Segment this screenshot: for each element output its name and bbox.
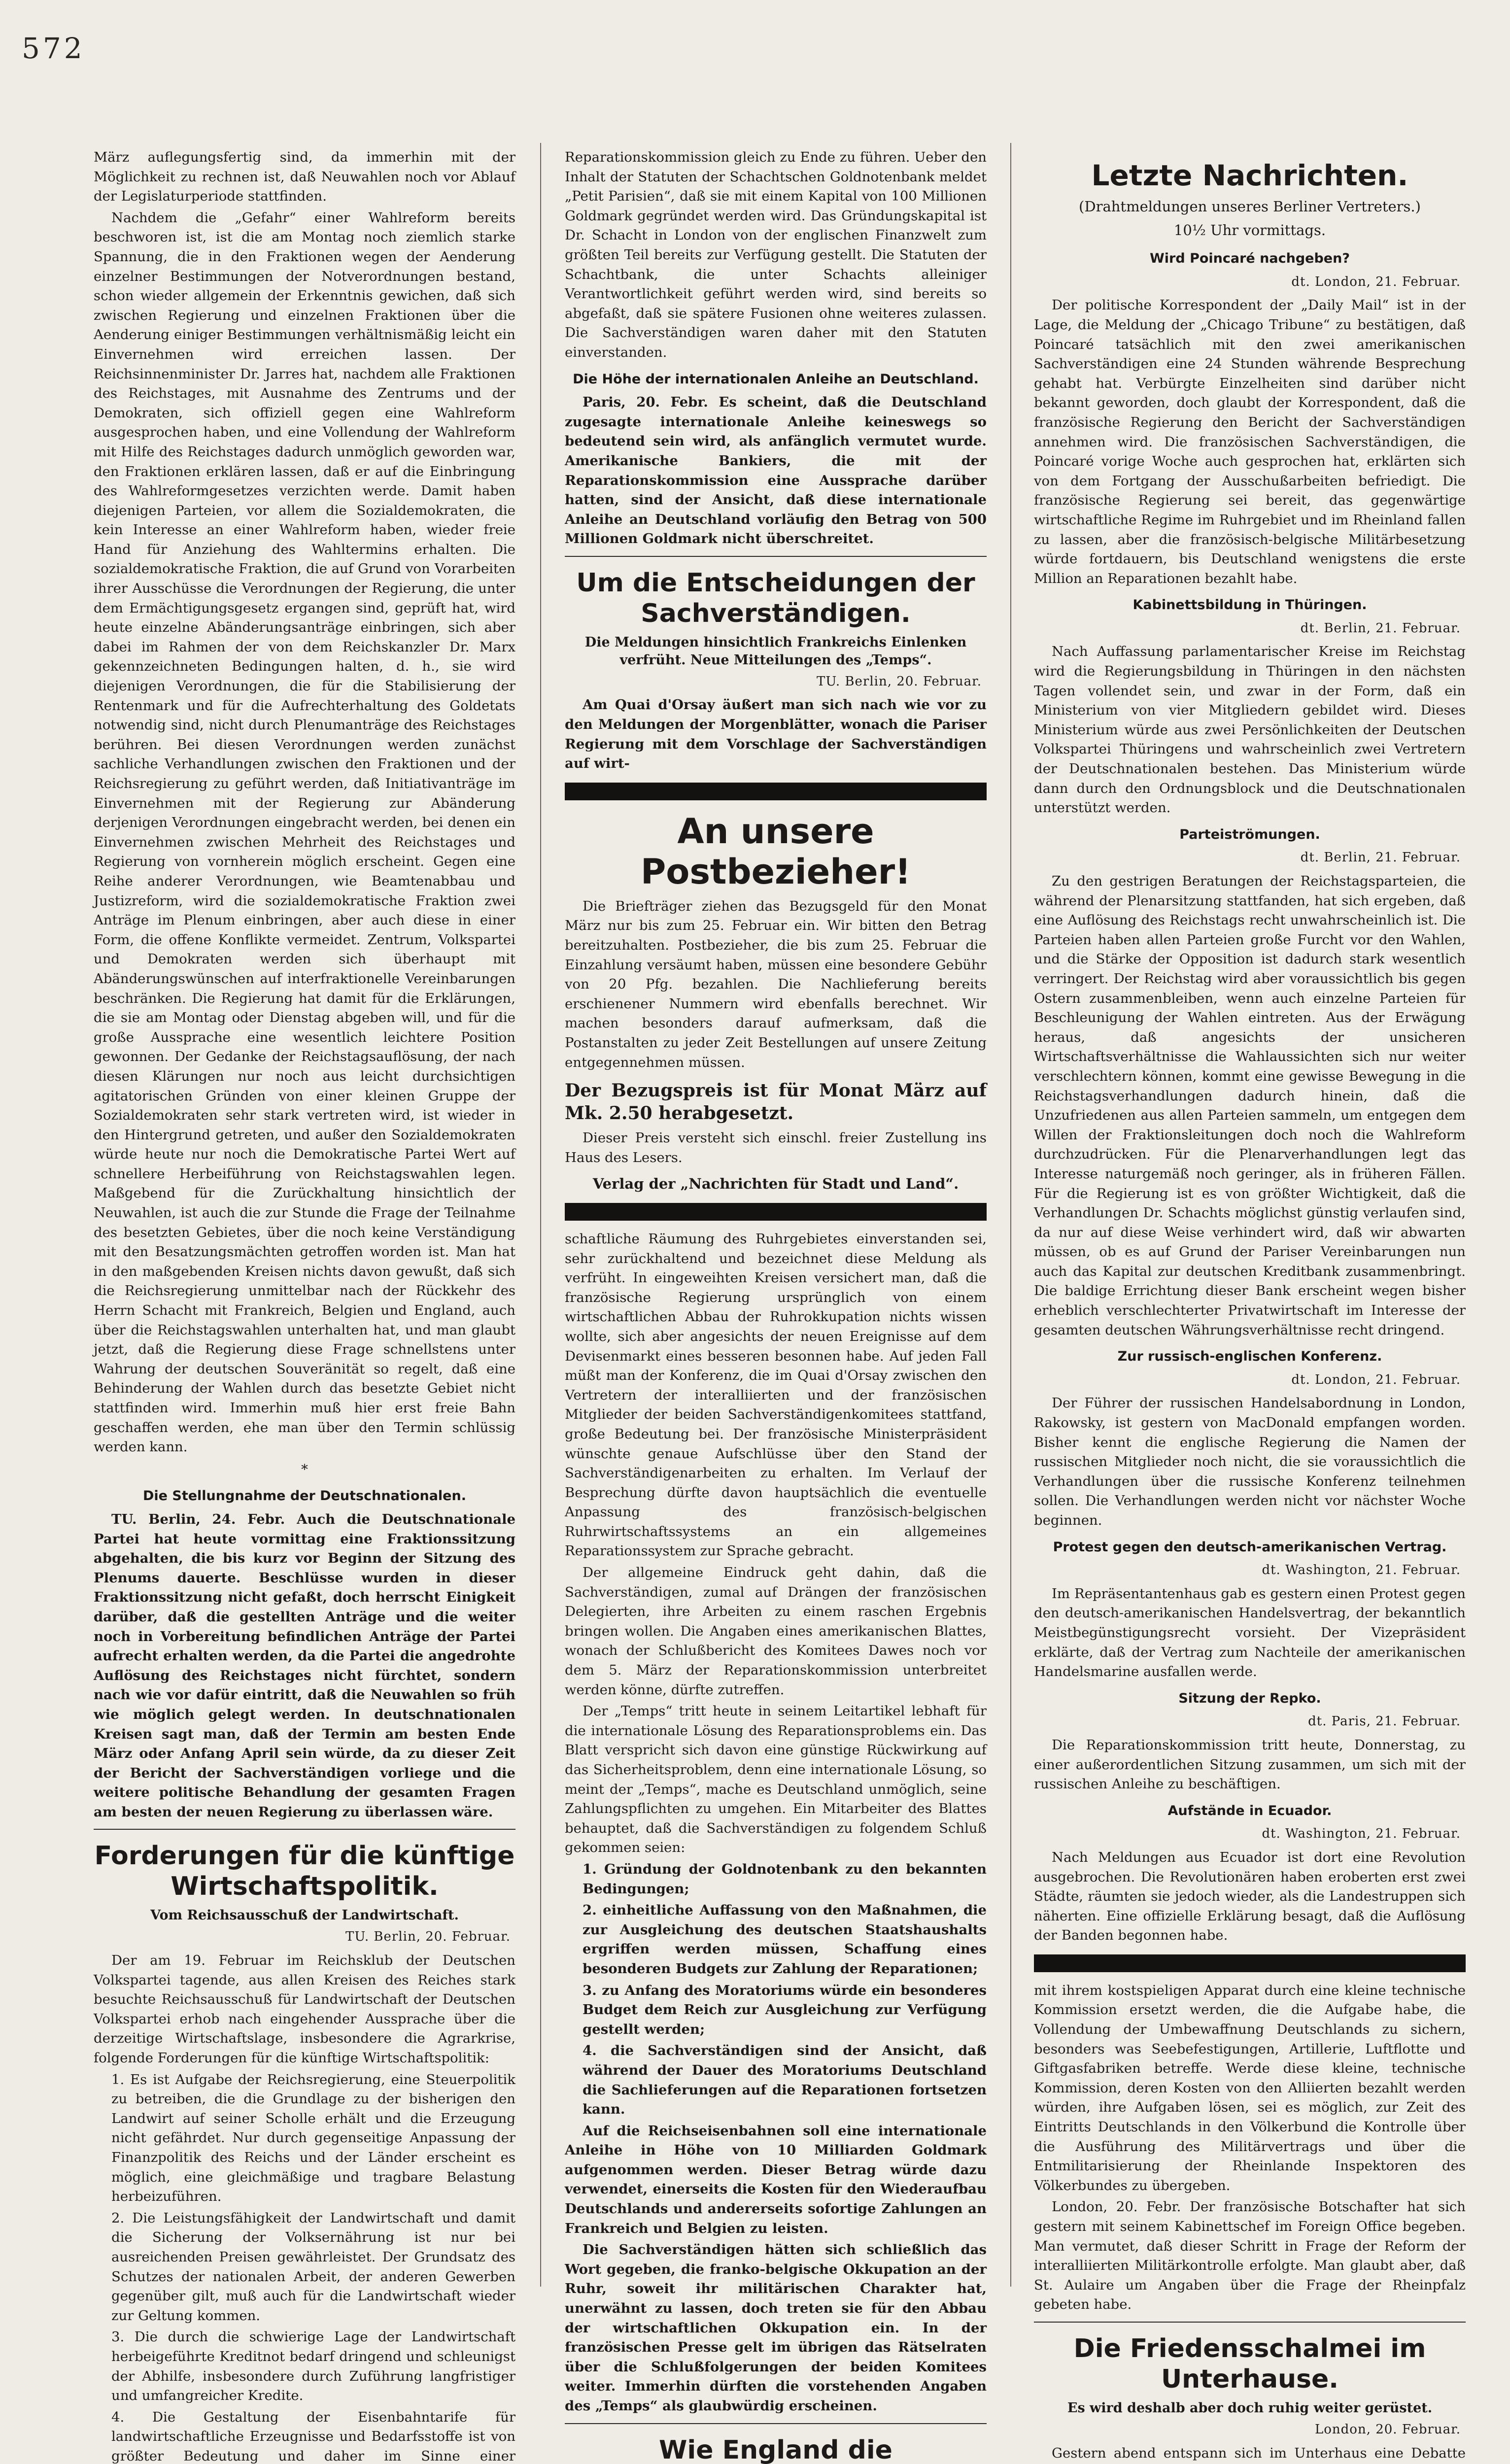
notice-paragraph: Die Briefträger ziehen das Bezugsgeld für den Monat März nur bis zum 25. Februar ein. Wir bitten den Betrag bereitzuhalten. Postbezieher, die bis zum 25. Februar die Einzahlung versäumt haben, müssen eine besondere Gebühr von 20 Pfg. bezahlen. Die Nachlieferung bereits erschienener Nummern wird ebenfalls berechnet. Wir machen besonders darauf aufmerksam, daß die Postanstalten zu jeder Zeit Bestellungen auf unsere Zeitung entgegennehmen müssen. <box>565 898 987 1070</box>
news-item-heading: Aufstände in Ecuador. <box>1167 1803 1332 1818</box>
list-item: 4. die Sachverständigen sind der Ansicht, daß während der Dauer des Moratoriums Deutschland die Sachlieferungen auf die Reparationen fortsetzen kann. <box>583 2043 987 2118</box>
column-rule <box>540 143 541 2287</box>
article-subheading: Es wird deshalb aber doch ruhig weiter gerüstet. <box>1067 2400 1433 2416</box>
dateline: dt. Berlin, 21. Februar. <box>1300 850 1461 865</box>
article-headline: Um die Entscheidungen der Sachverständigen. <box>576 568 975 628</box>
list-item: 3. Die durch die schwierige Lage der Landwirtschaft herbeigeführte Kreditnot bedarf dringend und schleunigst der Abhilfe, insbesondere durch Zuführung langfristiger und umfangreicher Kredite. <box>111 2329 515 2404</box>
page-number: 572 <box>22 32 85 65</box>
divider <box>565 2423 987 2424</box>
section-tagline: 10½ Uhr vormittags. <box>1173 221 1326 239</box>
article-paragraph: Die Sachverständigen hätten sich schließlich das Wort gegeben, die franko-belgische Okkupation an der Ruhr, soweit ihr militärischen Charakter hat, unerwähnt zu lassen, doch treten sie für den Abbau der wirtschaftlichen Okkupation ein. In der französischen Presse gelt im übrigen das Rätselraten über die Schlußfolgerungen der beiden Komitees weiter. Immerhin dürften die vorstehenden Angaben des „Temps“ als glaubwürdig erscheinen. <box>565 2242 987 2414</box>
section-headline: Letzte Nachrichten. <box>1091 159 1408 192</box>
demands-list <box>94 2070 515 2464</box>
article-paragraph: schaftliche Räumung des Ruhrgebietes einverstanden sei, sehr zurückhaltend und bezeichnet diese Meldung als verfrüht. In eingeweihten Kreisen versichert man, daß die französische Regierung ursprünglich von einem wirtschaftlichen Abbau der Ruhrokkupation nichts wissen wollte, sich aber angesichts der neuen Ereignisse auf dem Devisenmarkt eines besseren besonnen habe. Auf jeden Fall müßt man der Konferenz, die im Quai d'Orsay zwischen den Vertretern der interalliierten und der französischen Mitglieder der beiden Sachverständigenkomitees stattfand, große Bedeutung bei. Der französische Ministerpräsident wünschte genaue Aufschlüsse über den Stand der Sachverständigenarbeiten zu erhalten. Im Verlauf der Besprechung dürfte davon hauptsächlich die eventuelle Anpassung des französisch-belgischen Ruhrwirtschaftssystems an ein allgemeines Reparationssystem zur Sprache gebracht. <box>565 1231 987 1559</box>
black-bar <box>565 1203 987 1221</box>
list-item: 4. Die Gestaltung der Eisenbahntarife für landwirtschaftliche Erzeugnisse und Bedarfsstoffe ist von größter Bedeutung und daher im Sinne einer <box>111 2409 515 2464</box>
divider <box>1034 2322 1466 2323</box>
article-paragraph: Gestern abend entspann sich im Unterhaus eine Debatte <box>1052 2445 1466 2461</box>
news-item-heading: Wird Poincaré nachgeben? <box>1150 251 1350 267</box>
news-item-text: Nach Auffassung parlamentarischer Kreise im Reichstag wird die Regierungsbildung in Thüringen in den nächsten Tagen vollendet sein, und zwar in der Form, daß ein Ministerium von vier Mitgliedern gebildet wird. Dieses Ministerium würde aus zwei Persönlichkeiten der Deutschen Volkspartei Thüringens und wahrscheinlich zwei Vertretern der Deutschnationalen bestehen. Das Ministerium würde dann durch den Ordnungsblock und die Deutschnationalen unterstützt werden. <box>1034 644 1466 816</box>
price-notice: Der Bezugspreis ist für Monat März auf Mk. 2.50 herabgesetzt. <box>565 1080 987 1124</box>
section-subheading: Die Stellungnahme der Deutschnationalen. <box>143 1488 466 1504</box>
notice-headline: An unsere Postbezieher! <box>640 811 911 892</box>
article-paragraph: mit ihrem kostspieligen Apparat durch eine kleine technische Kommission ersetzt werden, die die Aufgabe habe, die Vollendung der Umbewaffnung Deutschlands zu sichern, besonders was Seebefestigungen, Artillerie, Luftflotte und Giftgasfabriken betreffe. Werde diese kleine, technische Kommission, deren Kosten von den Alliierten bezahlt werden würden, ihre Aufgaben lösen, sei es möglich, zur Zeit des Eintritts Deutschlands in den Völkerbund die Kontrolle über die Ausführung des Militärvertrags und über die Entmilitarisierung der Rheinlande Inspektoren des Völkerbundes zu übergeben. <box>1034 1982 1466 2193</box>
news-item-text: Der Führer der russischen Handelsabordnung in London, Rakowsky, ist gestern von MacDonald empfangen worden. Bisher kennt die englische Regierung die Namen der russischen Mitglieder noch nicht, die sie voraussichtlich die Verhandlungen über die russische Konferenz teilnehmen sollen. Die Verhandlungen werden nicht vor nächster Woche beginnen. <box>1034 1395 1466 1528</box>
news-item-heading: Zur russisch-englischen Konferenz. <box>1117 1349 1382 1365</box>
notice-paragraph: Dieser Preis versteht sich einschl. freier Zustellung ins Haus des Lesers. <box>565 1130 987 1165</box>
dateline: dt. Paris, 21. Februar. <box>1308 1714 1461 1729</box>
article-paragraph: Der am 19. Februar im Reichsklub der Deutschen Volkspartei tagende, aus allen Kreisen des Reiches stark besuchte Reichsausschuß für Landwirtschaft der Deutschen Volkspartei erhob nach eingehender Aussprache über die derzeitige Wirtschaftslage, insbesondere die Agrarkrise, folgende Forderungen für die künftige Wirtschaftspolitik: <box>94 1952 515 2066</box>
dateline: dt. London, 21. Februar. <box>1291 1372 1461 1387</box>
article-headline: Wie England die <box>659 2435 892 2464</box>
list-item: 2. einheitliche Auffassung von den Maßnahmen, die zur Ausgleichung des deutschen Staatshaushalts ergriffen werden müssen, Schaffung eines besonderen Budgets zur Zahlung der Reparationen; <box>583 1902 987 1977</box>
article-paragraph: Paris, 20. Febr. Es scheint, daß die Deutschland zugesagte internationale Anleihe keineswegs so bedeutend sein wird, als anfänglich vermutet wurde. Amerikanische Bankiers, die mit der Reparationskommission eine Aussprache darüber hatten, sind der Ansicht, daß diese internationale Anleihe an Deutschland vorläufig den Betrag von 500 Millionen Goldmark nicht überschreitet. <box>565 394 987 547</box>
news-item-text: Der politische Korrespondent der „Daily Mail“ ist in der Lage, die Meldung der „Chicago Tribune“ zu bestätigen, daß Poincaré tatsächlich mit den zwei amerikanischen Sachverständigen eine 24 Stunden währende Besprechung gehabt hat. Verbürgte Einzelheiten sind darüber nicht bekannt geworden, doch glaubt der Korrespondent, daß die französische Regierung den Bericht der Sachverständigen annehmen wird. Die französischen Sachverständigen, die Poincaré vorige Woche auch gesprochen hat, erklärten sich von dem Fortgang der Ausschußarbeiten befriedigt. Die französische Regierung sei bereit, das gegenwärtige wirtschaftliche Regime im Ruhrgebiet und im Rheinland fallen zu lassen, aber die französisch-belgische Militärbesetzung würde fortdauern, bis Deutschland wenigstens die erste Million an Reparationen bezahlt habe. <box>1034 297 1466 586</box>
article-subheading: Die Meldungen hinsichtlich Frankreichs Einlenken verfrüht. Neue Mitteilungen des „Temps“. <box>584 634 967 668</box>
news-item-heading: Kabinettsbildung in Thüringen. <box>1132 597 1367 613</box>
dateline: TU. Berlin, 20. Februar. <box>817 674 982 689</box>
news-item-text: Zu den gestrigen Beratungen der Reichstagsparteien, die während der Plenarsitzung stattfanden, hat sich ergeben, daß eine Auflösung des Reichstags recht unwahrscheinlich ist. Die Parteien haben allen Parteien große Furcht vor den Wahlen, und die Stärke der Opposition ist dadurch stark wesentlich verringert. Der Reichstag wird aber voraussichtlich bis gegen Ostern zusammenbleiben, wenn auch einzelne Parteien für Beschleunigung der Wahlen eintreten. Aus der Erwägung heraus, daß angesichts der unsicheren Wirtschaftsverhältnisse die Wahlaussichten sich nur weiter verschlechtern können, kommt eine gewisse Bewegung in die Reichstagsverhandlungen dadurch hinein, daß die Unzufriedenen aus allen Parteien sammeln, um entgegen dem Willen der Fraktionsleitungen doch noch die Wahlreform durchzudrücken. Für die Plenarverhandlungen legt das Interesse naturgemäß noch geringer, als in früheren Fällen. Für die Regierung ist es von größter Wichtigkeit, daß die Verhandlungen Dr. Schachts möglichst günstig verlaufen sind, da nur auf diese Weise verhindert wird, daß wir abwarten müssen, ob es auf Grund der Pariser Vereinbarungen nun auch das Kapital zur deutschen Kreditbank zusammenbringt. Die baldige Errichtung dieser Bank erscheint wegen bisher erheblich verschlechterter Privatwirtschaft im Interesse der gesamten deutschen Währungsverhältnisse recht dringend. <box>1034 873 1466 1338</box>
section-subheading: Die Höhe der internationalen Anleihe an Deutschland. <box>573 371 979 387</box>
article-paragraph: Der allgemeine Eindruck geht dahin, daß die Sachverständigen, zumal auf Drängen der französischen Delegierten, ihre Arbeiten zu einem raschen Ergebnis bringen wollen. Die Angaben eines amerikanischen Blattes, wonach der Schlußbericht des Komitees Dawes noch vor dem 5. März der Reparationskommission unterbreitet werden könne, dürfte zutreffen. <box>565 1565 987 1698</box>
article-subheading: Vom Reichsausschuß der Landwirtschaft. <box>150 1908 459 1923</box>
article-paragraph: Nachdem die „Gefahr“ einer Wahlreform bereits beschworen ist, ist die am Montag noch ziemlich starke Spannung, die in den Fraktionen wegen der Aenderung einzelner Bestimmungen der Notverordnungen bestand, schon wieder allgemein der Erkenntnis gewichen, daß sich zwischen Regierung und einzelnen Fraktionen über die Aenderung einiger Bestimmungen verhältnismäßig leicht ein Einvernehmen wird erreichen lassen. Der Reichsinnenminister Dr. Jarres hat, nachdem alle Fraktionen des Reichstages, mit Ausnahme des Zentrums und der Demokraten, sich offiziell gegen eine Wahlreform ausgesprochen haben, und eine Vollendung der Wahlreform mit Hilfe des Reichstages dadurch unmöglich geworden war, den Fraktionen erklären lassen, daß er auf die Einbringung des Wahlreformgesetzes verzichten werde. Damit haben diejenigen Parteien, vor allem die Sozialdemokraten, die kein Interesse an einer Wahlreform haben, wieder freie Hand für Anziehung des Wahltermins erhalten. Die sozialdemokratische Fraktion, die auf Grund von Vorarbeiten ihrer Ausschüsse die Verordnungen der Regierung, die unter dem Ermächtigungsgesetz ergangen sind, geprüft hat, wird heute einzelne Abänderungsanträge einbringen, sich aber dabei im Rahmen der von dem Reichskanzler Dr. Marx gekennzeichneten Bedingungen halten, d. h., sie wird diejenigen Verordnungen, die für die Stabilisierung der Rentenmark und für die Aufrechterhaltung des Goldetats notwendig sind, nicht durch Plenumanträge des Reichstages berühren. Bei diesen Verordnungen werden zunächst sachliche Verhandlungen zwischen den Fraktionen und der Reichsregierung zu geführt werden, daß Initiativanträge im Einvernehmen mit der Regierung zur Abänderung derjenigen Verordnungen eingebracht werden, bei denen ein Einvernehmen zwischen Mehrheit des Reichstages und Regierung von vornherein möglich erscheint. Gegen eine Reihe anderer Verordnungen, wie Beamtenabbau und Justizreform, wird die sozialdemokratische Fraktion zwei Anträge im Plenum einbringen, aber auch diese in einer Form, die offene Konflikte vermeidet. Zentrum, Volkspartei und Demokraten werden sich überhaupt mit Abänderungswünschen auf interfraktionelle Vereinbarungen beschränken. Die Regierung hat damit für die Erklärungen, die sie am Montag oder Dienstag abgeben will, und für die große Aussprache eine wesentlich leichtere Position gewonnen. Der Gedanke der Reichstagsauflösung, der nach diesen Klärungen nur noch aus leicht durchsichtigen agitatorischen Gründen von einer kleinen Gruppe der Sozialdemokraten sehr stark vertreten wird, ist wieder in den Hintergrund getreten, und außer den Sozialdemokraten würde heute nur noch die Demokratische Partei Wert auf schnellere Herbeiführung von Reichstagswahlen legen. Maßgebend für die Zurückhaltung hinsichtlich der Neuwahlen, ist auch die zur Stunde die Frage der Teilnahme des besetzten Gebietes, über die noch keine Verständigung mit den Besatzungsmächten getroffen worden ist. Man hat in den maßgebenden Kreisen nichts davon gewußt, daß sich die Reichsregierung unmittelbar nach der Rückkehr des Herrn Schacht mit Frankreich, Belgien und England, auch über die Reichstagswahlen unterhalten hat, und man glaubt jetzt, daß die Regierung diese Frage schnellstens unter Wahrung der deutschen Souveränität so regelt, daß eine Behinderung der Wahlen durch das besetzte Gebiet nicht stattfinden wird. Immerhin muß hier erst freie Bahn geschaffen werden, ehe man über den Termin schlüssig werden kann. <box>94 209 515 1455</box>
black-bar <box>565 783 987 800</box>
news-item-text: Die Reparationskommission tritt heute, Donnerstag, zu einer außerordentlichen Sitzung zusammen, um sich mit der russischen Anleihe zu beschäftigen. <box>1034 1737 1466 1792</box>
list-item: 2. Die Leistungsfähigkeit der Landwirtschaft und damit die Sicherung der Volksernährung ist nur bei ausreichenden Preisen gewährleistet. Der Grundsatz des Schutzes der nationalen Arbeit, der anderen Gewerben gegenüber gilt, muß auch für die Landwirtschaft wieder zur Geltung kommen. <box>111 2210 515 2324</box>
divider <box>565 556 987 557</box>
column-rule <box>1010 143 1011 2287</box>
article-paragraph: Am Quai d'Orsay äußert man sich nach wie vor zu den Meldungen der Morgenblätter, wonach die Pariser Regierung mit dem Vorschlage der Sachverständigen auf wirt- <box>565 697 987 772</box>
dateline: TU. Berlin, 24. Febr. <box>111 1511 285 1527</box>
dateline: dt. London, 21. Februar. <box>1291 274 1461 289</box>
dateline: dt. Berlin, 21. Februar. <box>1300 620 1461 636</box>
news-item-heading: Parteiströmungen. <box>1179 826 1320 842</box>
news-item-text: Im Repräsentantenhaus gab es gestern einen Protest gegen den deutsch-amerikanischen Handelsvertrag, der bekanntlich Meistbegünstigungsrecht vorsieht. Der Vizepräsident erklärte, daß der Vertrag zum Nachteile der amerikanischen Handelsmarine ausfallen werde. <box>1034 1585 1466 1680</box>
star-ornament-icon: * <box>301 1461 308 1477</box>
article-headline: Forderungen für die künftige Wirtschaftspolitik. <box>94 1841 515 1902</box>
column-2 <box>565 148 987 2464</box>
article-paragraph: Auf die Reichseisenbahnen soll eine internationale Anleihe in Höhe von 10 Milliarden Goldmark aufgenommen werden. Dieser Betrag würde dazu verwendet, einerseits die Kosten für den Wiederaufbau Deutschlands und andererseits sofortige Zahlungen an Frankreich und Belgien zu leisten. <box>565 2122 987 2236</box>
column-1 <box>94 148 515 2464</box>
article-paragraph: London, 20. Febr. Der französische Botschafter hat sich gestern mit seinem Kabinettschef im Foreign Office begeben. Man vermutet, daß dieser Schritt in Frage der Reform der interalliierten Militärkontrolle erfolgte. Man glaubt aber, daß St. Aulaire um Angaben über die Frage der Rheinpfalz gebeten habe. <box>1034 2199 1466 2313</box>
conclusions-list <box>565 1860 987 2120</box>
news-item-heading: Sitzung der Repko. <box>1178 1690 1321 1706</box>
article-paragraph: März auflegungsfertig sind, da immerhin mit der Möglichkeit zu rechnen ist, daß Neuwahlen noch vor Ablauf der Legislaturperiode stattfinden. <box>94 149 515 205</box>
column-3 <box>1034 148 1466 2461</box>
dateline: dt. Washington, 21. Februar. <box>1262 1826 1461 1842</box>
article-text: Auch die Deutschnationale Partei hat heute vormittag eine Fraktionssitzung abgehalten, die bis kurz vor Beginn der Sitzung des Plenums dauerte. Beschlüsse wurden in dieser Fraktionssitzung nicht gefaßt, doch herrscht Einigkeit darüber, daß die gestellten Anträge und die weiter noch in Vorbereitung befindlichen Anträge der Partei aufrecht erhalten werden, da die Partei die angedrohte Auflösung des Reichstages nicht fürchtet, sondern nach wie vor dafür eintritt, daß die Neuwahlen so früh wie möglich gelegt werden. In deutschnationalen Kreisen sagt man, daß der Termin am besten Ende März oder Anfang April sein würde, da zu dieser Zeit der Bericht der Sachverständigen vorliege und die weitere politische Behandlung der gesamten Fragen am besten der neuen Regierung zu überlassen wäre. <box>94 1511 515 1820</box>
news-item-text: Nach Meldungen aus Ecuador ist dort eine Revolution ausgebrochen. Die Revolutionären haben eroberten erst zwei Städte, räumten sie jedoch wieder, als die Landestruppen sich näherten. Eine offizielle Erklärung besagt, daß die Auflösung der Banden begonnen habe. <box>1034 1849 1466 1944</box>
dateline: TU. Berlin, 20. Februar. <box>345 1929 511 1945</box>
list-item: 1. Gründung der Goldnotenbank zu den bekannten Bedingungen; <box>583 1861 987 1897</box>
list-item: 1. Es ist Aufgabe der Reichsregierung, eine Steuerpolitik zu betreiben, die die Grundlage zu der bisherigen den Landwirt auf seiner Scholle erhält und die Erzeugung nicht gefährdet. Nur durch gegenseitige Anpassung der Finanzpolitik des Reichs und der Länder erscheint es möglich, eine gleichmäßige und tragbare Belastung herbeizuführen. <box>111 2071 515 2205</box>
article-headline: Die Friedensschalmei im Unterhause. <box>1073 2333 1426 2394</box>
article-paragraph: Der „Temps“ tritt heute in seinem Leitartikel lebhaft für die internationale Lösung des Reparationsproblems ein. Das Blatt verspricht sich davon eine günstige Rückwirkung auf das Sicherheitsproblem, denn eine internationale Lösung, so meint der „Temps“, mache es Deutschland unmöglich, seine Zahlungspflichten zu umgehen. Ein Mitarbeiter des Blattes behauptet, daß die Sachverständigen zu folgendem Schluß gekommen seien: <box>565 1703 987 1856</box>
publisher-signature: Verlag der „Nachrichten für Stadt und Land“. <box>592 1175 959 1193</box>
article-paragraph <box>94 1510 515 1822</box>
divider <box>94 1829 515 1830</box>
dateline: London, 20. Februar. <box>1314 2422 1461 2437</box>
dateline: dt. Washington, 21. Februar. <box>1262 1563 1461 1578</box>
list-item: 3. zu Anfang des Moratoriums würde ein besonderes Budget dem Reich zur Ausgleichung zur Verfügung gestellt werden; <box>583 1982 987 2037</box>
section-tagline: (Drahtmeldungen unseres Berliner Vertreters.) <box>1079 198 1421 215</box>
black-bar <box>1034 1954 1466 1972</box>
news-item-heading: Protest gegen den deutsch-amerikanischen Vertrag. <box>1053 1539 1447 1555</box>
article-paragraph: Reparationskommission gleich zu Ende zu führen. Ueber den Inhalt der Statuten der Schachtschen Goldnotenbank meldet „Petit Parisien“, daß sie mit einem Kapital von 100 Millionen Goldmark gegründet werden wird. Das Gründungskapital ist Dr. Schacht in London von der englischen Finanzwelt zum größten Teil bereits zur Verfügung gestellt. Die Statuten der Schachtbank, die unter Schachts alleiniger Verantwortlichkeit geführt werden wird, sind bereits so abgefaßt, daß sie spätere Fusionen ohne weiteres zulassen. Die Sachverständigen waren daher mit den Statuten einverstanden. <box>565 149 987 360</box>
